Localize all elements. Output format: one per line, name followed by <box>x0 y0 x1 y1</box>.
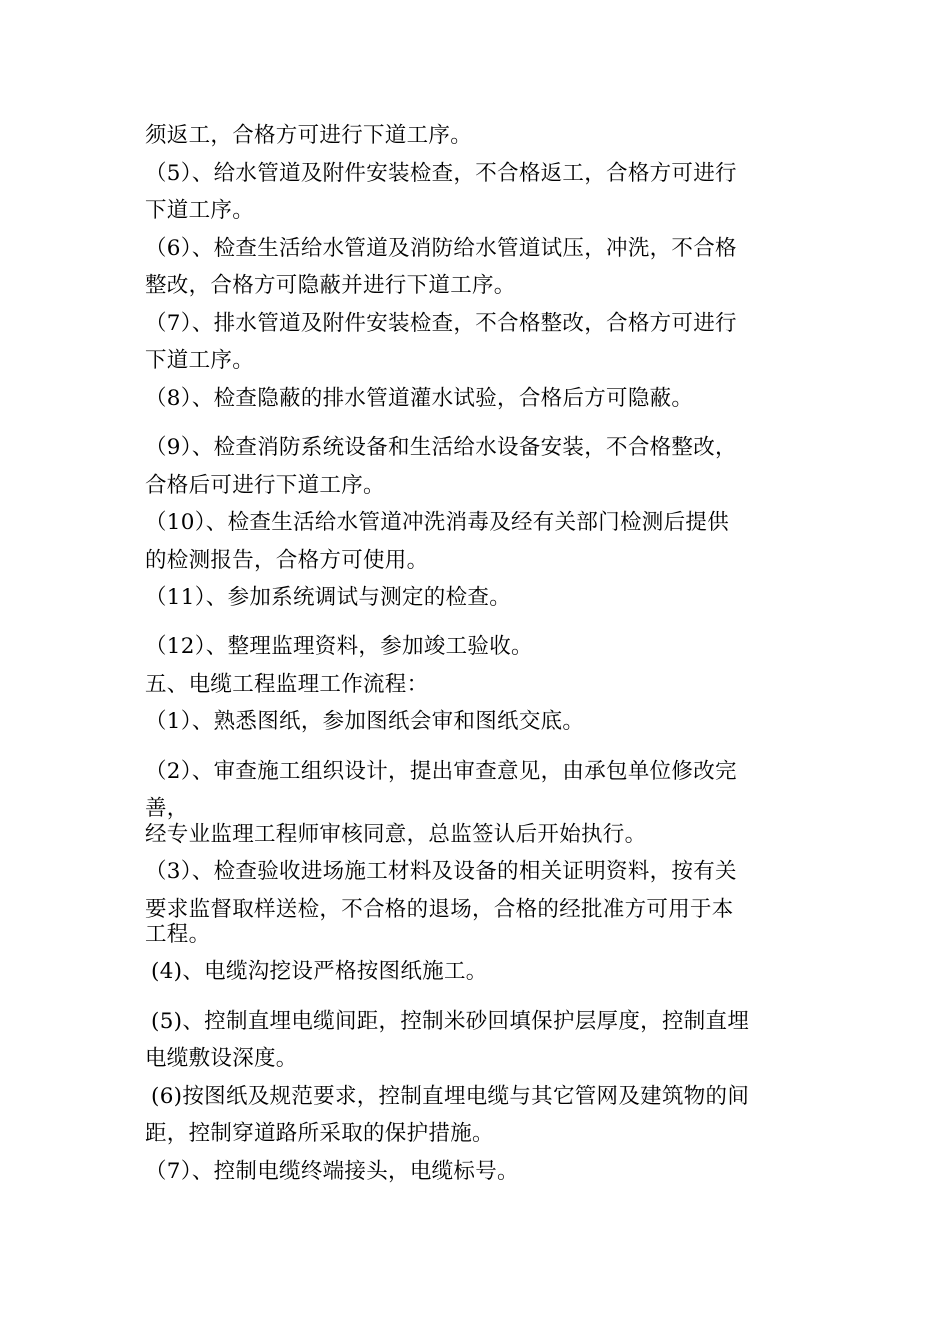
text-line: （2）、审查施工组织设计，提出审查意见，由承包单位修改完 <box>145 759 737 784</box>
text-line: 的检测报告，合格方可使用。 <box>145 548 429 573</box>
text-line: 下道工序。 <box>145 348 255 373</box>
text-line: (5)、控制直埋电缆间距，控制米砂回填保护层厚度，控制直埋 <box>151 1009 750 1034</box>
text-line: （3）、检查验收进场施工材料及设备的相关证明资料，按有关 <box>145 859 737 884</box>
section-heading: 五、电缆工程监理工作流程： <box>145 672 429 697</box>
text-line: （7）、控制电缆终端接头，电缆标号。 <box>145 1159 519 1184</box>
text-line: (4)、电缆沟挖设严格按图纸施工。 <box>151 959 488 984</box>
text-line: （1）、熟悉图纸，参加图纸会审和图纸交底。 <box>145 709 585 734</box>
text-line: 善， <box>145 796 189 821</box>
text-line: 须返工，合格方可进行下道工序。 <box>145 123 473 148</box>
text-line: 合格后可进行下道工序。 <box>145 473 385 498</box>
text-line: （12）、整理监理资料，参加竣工验收。 <box>145 634 533 659</box>
text-line: (6)按图纸及规范要求，控制直埋电缆与其它管网及建筑物的间 <box>151 1084 750 1109</box>
text-line: （10）、检查生活给水管道冲洗消毒及经有关部门检测后提供 <box>145 510 730 535</box>
text-line: （7）、排水管道及附件安装检查，不合格整改，合格方可进行 <box>145 311 737 336</box>
text-line: （5）、给水管道及附件安装检查，不合格返工，合格方可进行 <box>145 161 737 186</box>
text-line: 整改，合格方可隐蔽并进行下道工序。 <box>145 273 516 298</box>
text-line: （8）、检查隐蔽的排水管道灌水试验，合格后方可隐蔽。 <box>145 386 694 411</box>
text-line: （6）、检查生活给水管道及消防给水管道试压，冲洗，不合格 <box>145 236 737 261</box>
text-line: 经专业监理工程师审核同意，总监签认后开始执行。 <box>145 822 647 847</box>
text-line: 下道工序。 <box>145 198 255 223</box>
text-line: （11）、参加系统调试与测定的检查。 <box>145 585 512 610</box>
text-line: 要求监督取样送检，不合格的退场，合格的经批准方可用于本 <box>145 897 734 922</box>
text-line: 电缆敷设深度。 <box>145 1046 298 1071</box>
text-line: 距，控制穿道路所采取的保护措施。 <box>145 1121 494 1146</box>
text-line: 工程。 <box>145 922 211 947</box>
text-line: （9）、检查消防系统设备和生活给水设备安装，不合格整改， <box>145 435 737 460</box>
